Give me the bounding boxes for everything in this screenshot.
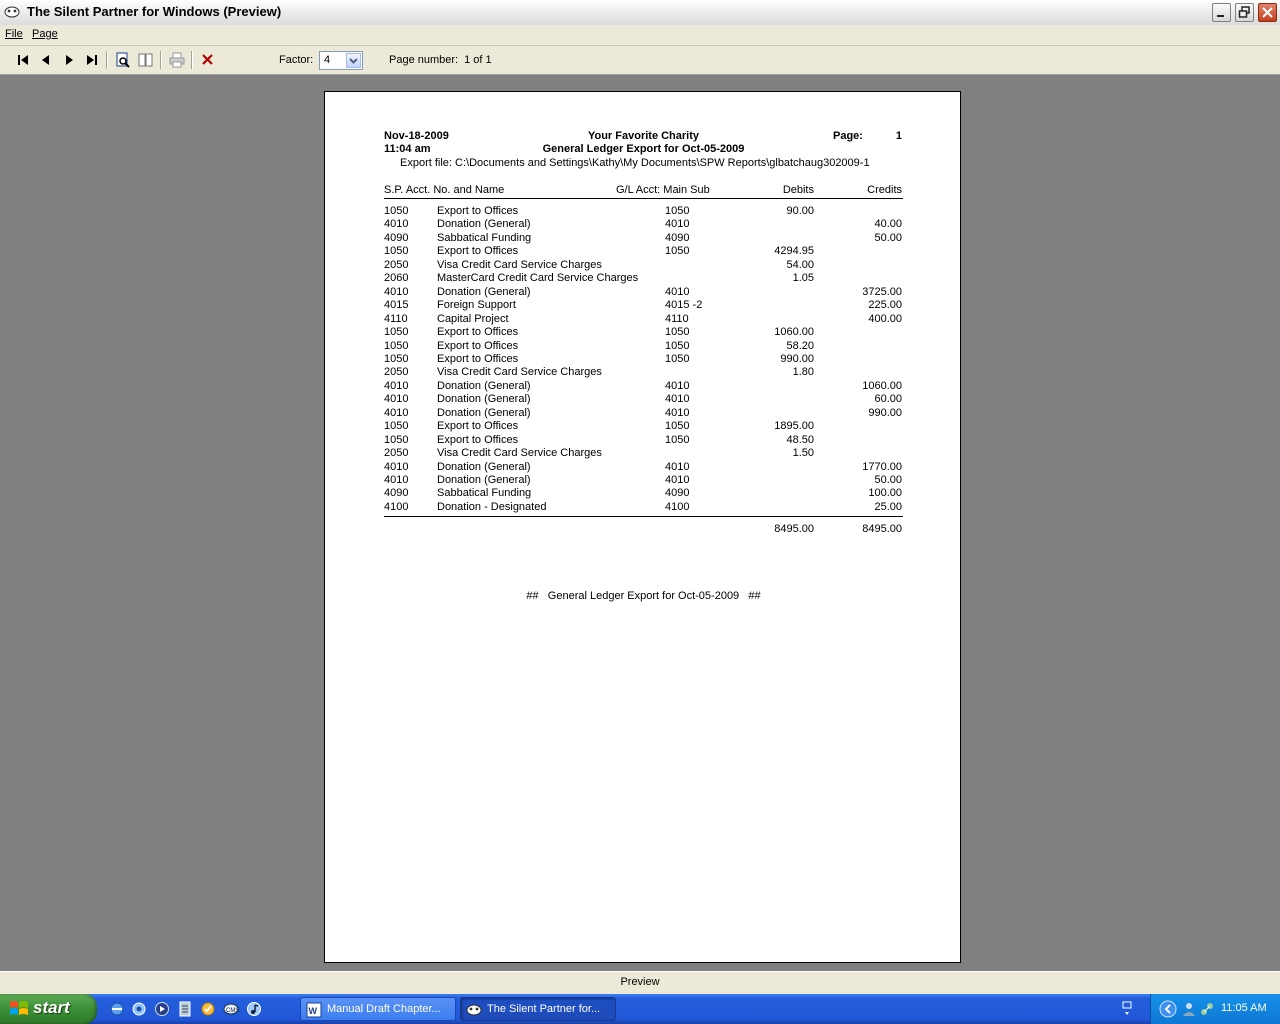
report-page (324, 91, 961, 963)
svg-text:W: W (308, 1006, 317, 1016)
total-debits: 8495.00 (774, 523, 814, 535)
toolbar-separator (160, 51, 162, 69)
row-gl-acct: 4010 (665, 285, 690, 298)
row-credit: 25.00 (874, 500, 902, 513)
svg-text:CMS: CMS (226, 1008, 239, 1014)
close-preview-icon[interactable] (199, 51, 217, 69)
document-icon[interactable] (177, 1001, 193, 1017)
cms-icon[interactable] (223, 1001, 239, 1017)
row-credit: 60.00 (874, 393, 902, 406)
chevron-down-icon (347, 54, 360, 67)
row-gl-acct: 1050 (665, 339, 690, 352)
minimize-button[interactable] (1212, 3, 1231, 22)
two-page-icon[interactable] (137, 51, 155, 69)
page-number-value: 1 of 1 (464, 54, 492, 66)
table-row (325, 434, 962, 447)
row-credit: 1770.00 (862, 460, 902, 473)
table-row (325, 218, 962, 231)
row-acct-name: Export to Offices (437, 245, 519, 258)
start-label: start (33, 998, 70, 1017)
row-acct-number: 4010 (384, 406, 409, 419)
row-acct-name: Foreign Support (437, 299, 516, 312)
row-credit: 990.00 (868, 406, 902, 419)
row-credit: 50.00 (874, 231, 902, 244)
table-row (325, 353, 962, 366)
user-icon[interactable] (1181, 1001, 1197, 1017)
row-acct-number: 2050 (384, 258, 409, 271)
row-gl-acct: 4110 (665, 312, 689, 325)
factor-label: Factor: (279, 54, 314, 66)
row-debit: 58.20 (786, 339, 814, 352)
row-credit: 1060.00 (862, 379, 902, 392)
zoom-page-icon[interactable] (114, 51, 132, 69)
clock: 11:05 AM (1221, 1002, 1267, 1014)
row-acct-name: Donation (General) (437, 474, 531, 486)
title-bar[interactable] (0, 0, 1280, 26)
row-acct-number: 4010 (384, 218, 409, 231)
row-acct-name: Capital Project (437, 312, 509, 325)
table-row (325, 393, 962, 406)
row-acct-name: Sabbatical Funding (437, 487, 532, 500)
previous-page-icon[interactable] (37, 51, 55, 69)
table-row (325, 245, 962, 258)
row-acct-number: 4015 (384, 299, 409, 312)
row-debit: 90.00 (786, 205, 814, 217)
row-gl-acct: 4100 (665, 500, 690, 513)
browser-icon[interactable] (131, 1001, 147, 1017)
report-time: 11:04 am (384, 143, 431, 155)
row-debit: 1060.00 (774, 326, 814, 339)
factor-select[interactable] (319, 51, 363, 70)
app-icon (4, 4, 20, 20)
row-acct-number: 4010 (384, 460, 409, 473)
row-gl-acct: 4010 (665, 379, 690, 392)
table-row (325, 380, 962, 393)
row-gl-acct: 1050 (665, 433, 690, 446)
row-acct-number: 1050 (384, 205, 409, 217)
row-gl-acct: 4090 (665, 231, 690, 244)
page-number-label: Page number: (389, 54, 459, 66)
row-credit: 50.00 (874, 474, 902, 486)
status-text: Preview (620, 976, 660, 988)
toolbar-separator (106, 51, 108, 69)
row-gl-acct: 4015 -2 (665, 299, 703, 312)
row-acct-name: Donation (General) (437, 406, 531, 419)
row-credit: 100.00 (868, 487, 902, 500)
row-acct-number: 4090 (384, 487, 409, 500)
report-date: Nov-18-2009 (384, 130, 449, 142)
language-bar-icon[interactable] (1120, 1000, 1134, 1018)
row-acct-name: Export to Offices (437, 339, 519, 352)
taskbar-item-manual-draft[interactable] (300, 997, 456, 1021)
first-page-icon[interactable] (14, 51, 32, 69)
table-row (325, 205, 962, 218)
table-row (325, 474, 962, 487)
print-icon[interactable] (168, 51, 186, 69)
report-footer: ## General Ledger Export for Oct-05-2009 ## (526, 590, 761, 602)
row-credit: 400.00 (868, 312, 902, 325)
row-acct-name: Donation - Designated (437, 500, 547, 513)
export-file-path: Export file: C:\Documents and Settings\Kathy\My Documents\SPW Reports\glbatchaug302009-1 (400, 157, 870, 169)
row-debit: 1895.00 (774, 420, 814, 433)
row-acct-number: 4110 (384, 312, 408, 325)
row-acct-number: 2050 (384, 366, 409, 379)
taskbar-item-label: Manual Draft Chapter... (327, 1003, 441, 1015)
network-icon[interactable] (1199, 1001, 1215, 1017)
row-acct-name: Visa Credit Card Service Charges (437, 447, 602, 460)
menu-bar (0, 25, 1280, 46)
row-acct-name: Sabbatical Funding (437, 231, 532, 244)
page-label: Page: (833, 130, 863, 142)
next-page-icon[interactable] (60, 51, 78, 69)
row-acct-number: 1050 (384, 433, 409, 446)
factor-value: 4 (324, 54, 331, 66)
row-acct-name: Export to Offices (437, 420, 519, 433)
row-credit: 40.00 (874, 218, 902, 231)
close-icon (1259, 4, 1276, 21)
report-page-number: 1 (895, 130, 902, 142)
row-gl-acct: 1050 (665, 245, 690, 258)
row-acct-name: Export to Offices (437, 205, 519, 217)
row-acct-number: 4090 (384, 231, 409, 244)
menu-page[interactable]: Page (32, 28, 58, 40)
row-acct-number: 4010 (384, 379, 409, 392)
report-organization: Your Favorite Charity (587, 130, 700, 142)
row-acct-name: Export to Offices (437, 326, 519, 339)
row-acct-name: Donation (General) (437, 379, 531, 392)
windows-logo-icon (9, 1000, 29, 1018)
row-acct-name: Donation (General) (437, 393, 531, 406)
media-player-icon[interactable] (154, 1001, 170, 1017)
table-row (325, 407, 962, 420)
start-button[interactable] (0, 994, 97, 1024)
row-gl-acct: 4090 (665, 487, 690, 500)
column-headers (325, 184, 962, 197)
row-gl-acct: 4010 (665, 474, 690, 486)
row-acct-number: 1050 (384, 245, 409, 258)
report-title: General Ledger Export for Oct-05-2009 (542, 143, 745, 155)
minimize-icon (1213, 4, 1230, 21)
table-row (325, 272, 962, 285)
row-credit: 3725.00 (862, 285, 902, 298)
row-acct-number: 4010 (384, 393, 409, 406)
row-debit: 990.00 (780, 352, 814, 365)
table-row (325, 326, 962, 339)
table-row (325, 487, 962, 500)
header-acct: S.P. Acct. No. and Name (384, 184, 505, 196)
row-debit: 1.50 (792, 447, 814, 460)
taskbar-item-silent-partner[interactable] (460, 997, 616, 1021)
table-row (325, 340, 962, 353)
table-row (325, 461, 962, 474)
row-acct-number: 1050 (384, 326, 409, 339)
row-debit: 48.50 (786, 433, 814, 446)
header-credits: Credits (867, 184, 902, 196)
row-acct-name: Donation (General) (437, 218, 531, 231)
itunes-icon[interactable] (246, 1001, 262, 1017)
row-acct-number: 1050 (384, 420, 409, 433)
row-gl-acct: 1050 (665, 205, 690, 217)
row-acct-number: 4010 (384, 474, 409, 486)
totals-row (325, 523, 962, 536)
row-acct-name: MasterCard Credit Card Service Charges (437, 272, 639, 285)
header-divider (384, 198, 903, 199)
total-credits: 8495.00 (862, 523, 902, 535)
row-acct-name: Donation (General) (437, 460, 531, 473)
system-tray (1150, 994, 1280, 1024)
factor-dropdown-button[interactable] (346, 53, 361, 68)
restore-button[interactable] (1235, 3, 1254, 22)
row-acct-name: Export to Offices (437, 433, 519, 446)
chevron-left-icon[interactable] (1159, 1000, 1177, 1018)
toolbar-separator (191, 51, 193, 69)
table-row (325, 259, 962, 272)
row-gl-acct: 4010 (665, 406, 690, 419)
row-acct-number: 1050 (384, 352, 409, 365)
row-acct-name: Visa Credit Card Service Charges (437, 366, 602, 379)
row-acct-number: 2050 (384, 447, 409, 460)
row-acct-number: 4010 (384, 285, 409, 298)
page-number-display (389, 54, 498, 66)
totals-divider (384, 516, 903, 517)
header-debits: Debits (782, 184, 814, 196)
table-row (325, 232, 962, 245)
table-row (325, 313, 962, 326)
row-credit: 225.00 (868, 299, 902, 312)
word-document-icon (306, 1002, 322, 1018)
row-acct-name: Donation (General) (437, 285, 531, 298)
taskbar (0, 994, 1280, 1024)
row-debit: 1.05 (792, 272, 814, 285)
row-acct-number: 2060 (384, 272, 409, 285)
taskbar-item-label: The Silent Partner for... (487, 1003, 601, 1015)
status-bar (0, 971, 1280, 994)
row-gl-acct: 4010 (665, 218, 690, 231)
row-acct-name: Visa Credit Card Service Charges (437, 258, 602, 271)
close-button[interactable] (1258, 3, 1277, 22)
row-gl-acct: 4010 (665, 393, 690, 406)
last-page-icon[interactable] (83, 51, 101, 69)
row-gl-acct: 4010 (665, 460, 690, 473)
table-row (325, 447, 962, 460)
table-row (325, 286, 962, 299)
header-gl: G/L Acct: Main Sub (616, 184, 710, 196)
table-row (325, 366, 962, 379)
table-row (325, 299, 962, 312)
restore-icon (1236, 4, 1253, 21)
row-debit: 54.00 (786, 258, 814, 271)
row-debit: 1.80 (792, 366, 814, 379)
table-row (325, 420, 962, 433)
row-acct-number: 4100 (384, 500, 409, 513)
window-title: The Silent Partner for Windows (Preview) (27, 4, 282, 19)
row-debit: 4294.95 (774, 245, 814, 258)
row-acct-name: Export to Offices (437, 352, 519, 365)
row-gl-acct: 1050 (665, 420, 690, 433)
row-acct-number: 1050 (384, 339, 409, 352)
row-gl-acct: 1050 (665, 352, 690, 365)
row-gl-acct: 1050 (665, 326, 690, 339)
outlook-icon[interactable] (200, 1001, 216, 1017)
menu-file[interactable]: File (5, 28, 23, 40)
table-row (325, 501, 962, 514)
toolbar (0, 46, 1280, 75)
app-icon (466, 1002, 482, 1018)
internet-explorer-icon[interactable] (109, 1001, 125, 1017)
